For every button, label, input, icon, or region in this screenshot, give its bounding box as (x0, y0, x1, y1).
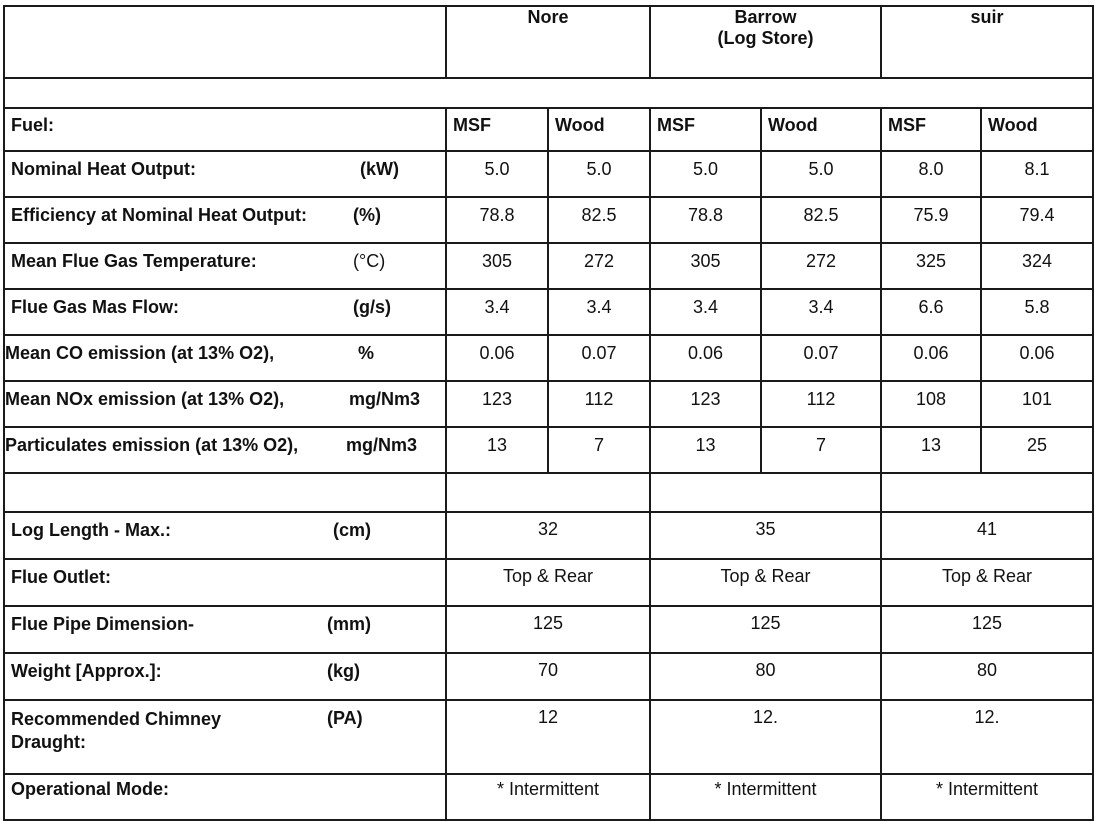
model-name: Barrow (734, 7, 797, 27)
row-label: Flue Outlet: (4, 559, 446, 606)
value-cell: 3.4 (650, 289, 761, 335)
value-cell: 325 (881, 243, 981, 289)
row-unit: mg/Nm3 (349, 389, 421, 409)
model-header-barrow (650, 6, 881, 78)
value-cell: 5.0 (650, 151, 761, 197)
fuel-cell: MSF (446, 108, 548, 151)
table-row (4, 512, 1093, 559)
value-cell: 82.5 (548, 197, 650, 243)
value-cell: 3.4 (548, 289, 650, 335)
value-cell: 305 (446, 243, 548, 289)
value-cell: 32 (446, 512, 650, 559)
fuel-cell: MSF (650, 108, 761, 151)
stove-spec-table (3, 5, 1094, 821)
value-cell: 0.06 (650, 335, 761, 381)
value-cell: 12. (650, 700, 881, 774)
model-header-suir (881, 6, 1093, 78)
row-label: Weight [Approx.]: (kg) (4, 653, 446, 700)
row-unit: (mm) (327, 614, 371, 634)
value-cell: 5.8 (981, 289, 1093, 335)
value-cell: 272 (548, 243, 650, 289)
row-unit: (°C) (353, 251, 386, 271)
value-cell: 108 (881, 381, 981, 427)
fuel-cell: MSF (881, 108, 981, 151)
row-unit: % (358, 343, 375, 363)
value-cell: 7 (548, 427, 650, 473)
model-header-nore (446, 6, 650, 78)
table-row (4, 559, 1093, 606)
fuel-cell: Wood (761, 108, 881, 151)
value-cell: 125 (650, 606, 881, 653)
row-label: Efficiency at Nominal Heat Output: (%) (4, 197, 446, 243)
model-name: Nore (527, 7, 569, 27)
row-label: Operational Mode: (4, 774, 446, 820)
table-row (4, 653, 1093, 700)
value-cell: 13 (650, 427, 761, 473)
value-cell: 79.4 (981, 197, 1093, 243)
spacer-cell (4, 78, 1093, 108)
value-cell: 78.8 (650, 197, 761, 243)
spacer-cell (446, 473, 650, 512)
row-unit: (cm) (333, 520, 372, 540)
row-label: Mean Flue Gas Temperature: (°C) (4, 243, 446, 289)
row-unit: mg/Nm3 (346, 435, 418, 455)
row-unit: (kg) (327, 661, 360, 681)
value-cell: 0.06 (446, 335, 548, 381)
value-cell: 80 (881, 653, 1093, 700)
value-cell: 5.0 (548, 151, 650, 197)
spacer-row (4, 78, 1093, 108)
value-cell: 12 (446, 700, 650, 774)
value-cell: 13 (446, 427, 548, 473)
value-cell: 80 (650, 653, 881, 700)
value-cell: 5.0 (446, 151, 548, 197)
value-cell: Top & Rear (881, 559, 1093, 606)
value-cell: 324 (981, 243, 1093, 289)
row-label: Log Length - Max.: (cm) (4, 512, 446, 559)
model-name: suir (970, 7, 1004, 27)
spacer-cell (4, 473, 446, 512)
value-cell: Top & Rear (650, 559, 881, 606)
table-row (4, 774, 1093, 820)
spacer-cell (881, 473, 1093, 512)
fuel-row (4, 108, 1093, 151)
value-cell: 3.4 (761, 289, 881, 335)
value-cell: 8.0 (881, 151, 981, 197)
fuel-cell: Wood (981, 108, 1093, 151)
value-cell: 112 (548, 381, 650, 427)
value-cell: 125 (446, 606, 650, 653)
value-cell: 305 (650, 243, 761, 289)
table-row (4, 289, 1093, 335)
row-label: Flue Pipe Dimension- (mm) (4, 606, 446, 653)
value-cell: 70 (446, 653, 650, 700)
value-cell: 78.8 (446, 197, 548, 243)
value-cell: 75.9 (881, 197, 981, 243)
table-row (4, 381, 1093, 427)
value-cell: 0.07 (761, 335, 881, 381)
value-cell: 125 (881, 606, 1093, 653)
value-cell: * Intermittent (650, 774, 881, 820)
model-header-row (4, 6, 1093, 78)
model-subtitle: (Log Store) (717, 28, 814, 48)
value-cell: 25 (981, 427, 1093, 473)
value-cell: 0.06 (981, 335, 1093, 381)
value-cell: 35 (650, 512, 881, 559)
value-cell: * Intermittent (881, 774, 1093, 820)
value-cell: Top & Rear (446, 559, 650, 606)
value-cell: 112 (761, 381, 881, 427)
table-row (4, 243, 1093, 289)
value-cell: 12. (881, 700, 1093, 774)
row-unit: (%) (353, 205, 381, 225)
header-blank-cell (4, 6, 446, 78)
value-cell: 123 (650, 381, 761, 427)
row-label: Particulates emission (at 13% O2), mg/Nm3 (4, 427, 446, 473)
value-cell: 123 (446, 381, 548, 427)
value-cell: 6.6 (881, 289, 981, 335)
table-row (4, 151, 1093, 197)
value-cell: 5.0 (761, 151, 881, 197)
value-cell: 7 (761, 427, 881, 473)
row-unit: (PA) (327, 708, 363, 728)
value-cell: 3.4 (446, 289, 548, 335)
value-cell: 0.07 (548, 335, 650, 381)
row-unit: (kW) (360, 159, 399, 179)
table-row (4, 197, 1093, 243)
row-unit: (g/s) (353, 297, 391, 317)
spacer-row (4, 473, 1093, 512)
value-cell: 0.06 (881, 335, 981, 381)
row-label: Nominal Heat Output: (kW) (4, 151, 446, 197)
row-label: Mean NOx emission (at 13% O2), mg/Nm3 (4, 381, 446, 427)
value-cell: 41 (881, 512, 1093, 559)
value-cell: 8.1 (981, 151, 1093, 197)
table-row (4, 335, 1093, 381)
value-cell: 82.5 (761, 197, 881, 243)
spacer-cell (650, 473, 881, 512)
row-label: Flue Gas Mas Flow: (g/s) (4, 289, 446, 335)
value-cell: 272 (761, 243, 881, 289)
row-label: Fuel: (4, 108, 446, 151)
table-row (4, 700, 1093, 774)
row-label: Mean CO emission (at 13% O2), % (4, 335, 446, 381)
row-label: Recommended Chimney Draught: (PA) (4, 700, 446, 774)
value-cell: * Intermittent (446, 774, 650, 820)
fuel-cell: Wood (548, 108, 650, 151)
value-cell: 13 (881, 427, 981, 473)
table-row (4, 606, 1093, 653)
table-row (4, 427, 1093, 473)
value-cell: 101 (981, 381, 1093, 427)
